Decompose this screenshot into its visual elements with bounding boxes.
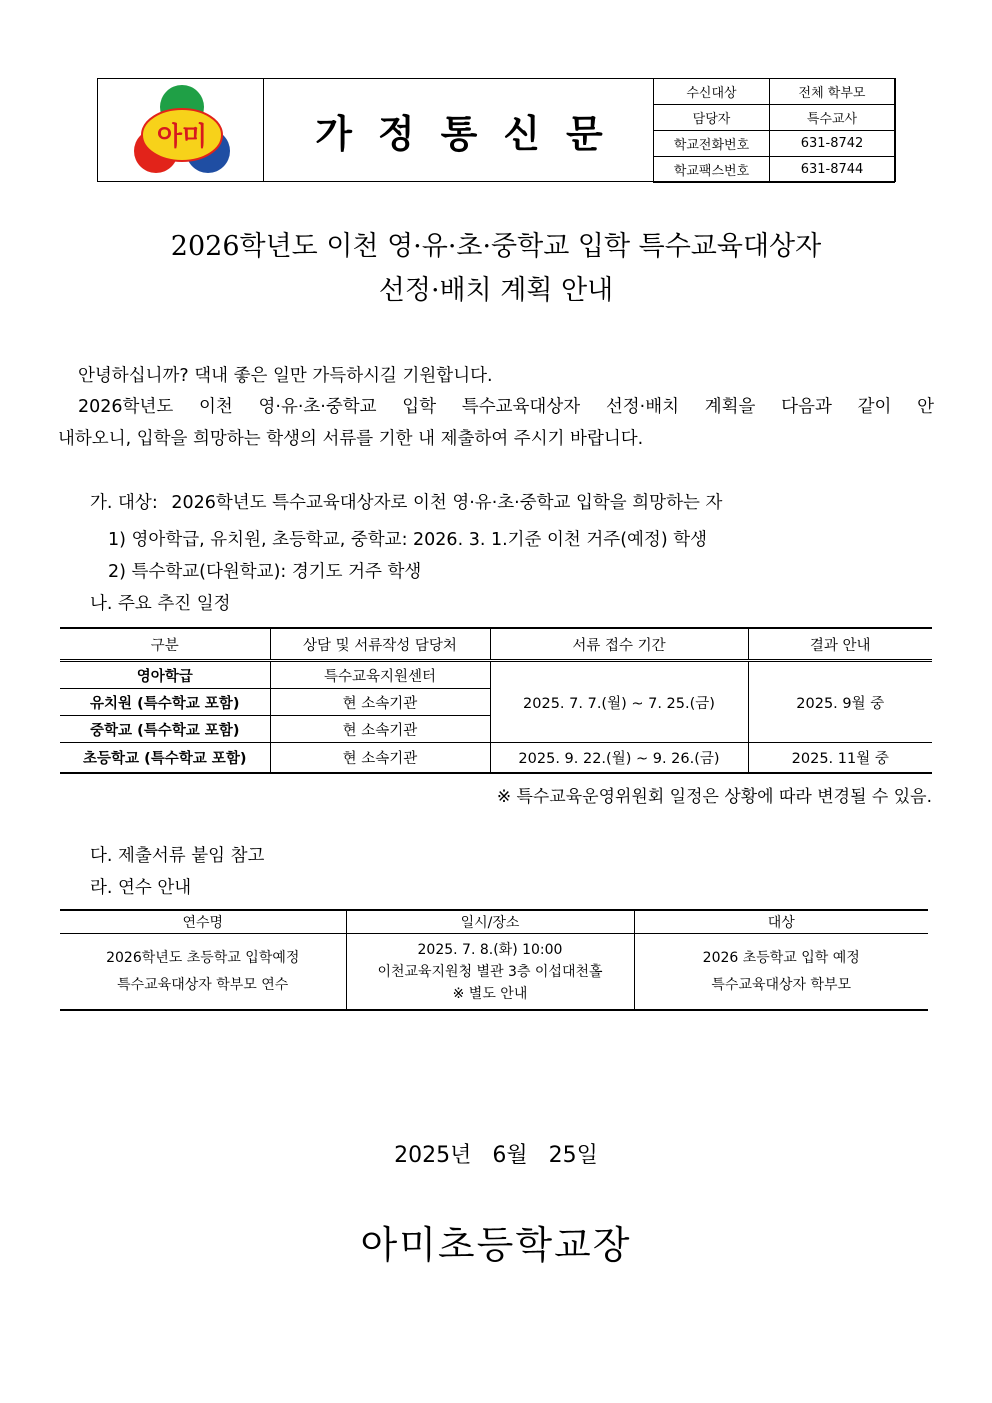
training-datetime: 2025. 7. 8.(화) 10:00 [417,941,563,958]
schedule-result: 2025. 9월 중 [748,661,932,743]
schedule-period: 2025. 7. 7.(월) ~ 7. 25.(금) [490,661,748,743]
newsletter-title: 가정통신문 [315,110,629,156]
training-header: 일시/장소 [346,910,634,934]
section-da-heading: 다. 제출서류 붙임 참고 [90,846,265,866]
schedule-header: 상담 및 서류작성 담당처 [270,628,490,661]
schedule-note: ※ 특수교육운영위원회 일정은 상황에 따라 변경될 수 있음. [496,787,932,807]
schedule-category: 초등학교 (특수학교 포함) [60,743,270,774]
intro-paragraph-line1: 2026학년도 이천 영·유·초·중학교 입학 특수교육대상자 선정·배치 계획을 다음과 같이 안 [78,397,934,417]
training-location: 이천교육지원청 별관 3층 이섭대천홀 [377,963,603,980]
training-header-row [60,910,928,934]
issue-date: 2025년 6월 25일 [394,1143,598,1168]
schedule-contact: 현 소속기관 [270,689,490,716]
schedule-result: 2025. 11월 중 [748,743,932,774]
schedule-contact: 특수교육지원센터 [270,661,490,689]
greeting: 안녕하십니까? 댁내 좋은 일만 가득하시길 기원합니다. [78,366,493,386]
school-logo [98,79,264,181]
training-row [60,934,928,1011]
schedule-header: 결과 안내 [748,628,932,661]
contact-info-table [653,78,895,183]
training-header: 연수명 [60,910,346,934]
intro-paragraph-line2: 내하오니, 입학을 희망하는 학생의 서류를 기한 내 제출하여 주시기 바랍니다. [58,429,644,449]
schedule-contact: 현 소속기관 [270,716,490,743]
schedule-contact: 현 소속기관 [270,743,490,774]
principal-signature: 아미초등학교장 [360,1223,632,1267]
newsletter-header [97,78,896,182]
schedule-header: 서류 접수 기간 [490,628,748,661]
info-row [654,157,895,183]
training-name-line2: 특수교육대상자 학부모 연수 [117,976,289,993]
training-target [634,934,928,1011]
schedule-row [60,661,932,689]
training-name [60,934,346,1011]
training-target-line2: 특수교육대상자 학부모 [711,976,852,993]
schedule-table [60,627,932,774]
schedule-category: 중학교 (특수학교 포함) [60,716,270,743]
info-row [654,131,895,157]
training-when-where [346,934,634,1011]
info-row [654,105,895,131]
info-value: 전체 학부모 [770,79,895,105]
training-target-line1: 2026 초등학교 입학 예정 [702,949,860,966]
section-na-heading: 나. 주요 추진 일정 [90,594,231,614]
schedule-category: 영아학급 [60,661,270,689]
info-value: 631-8742 [770,131,895,157]
section-ga [90,489,722,514]
info-value: 631-8744 [770,157,895,183]
main-title-line1: 2026학년도 이천 영·유·초·중학교 입학 특수교육대상자 [170,231,822,262]
info-row [654,79,895,105]
schedule-row [60,743,932,774]
section-ra-heading: 라. 연수 안내 [90,878,192,898]
info-value: 특수교사 [770,105,895,131]
info-label: 학교전화번호 [654,131,770,157]
training-name-line1: 2026학년도 초등학교 입학예정 [106,949,300,966]
training-table [60,909,928,1011]
training-header: 대상 [634,910,928,934]
schedule-header: 구분 [60,628,270,661]
logo-cell [98,79,264,181]
training-note: ※ 별도 안내 [452,985,528,1002]
schedule-category: 유치원 (특수학교 포함) [60,689,270,716]
schedule-header-row [60,628,932,661]
info-label: 수신대상 [654,79,770,105]
info-label: 담당자 [654,105,770,131]
section-ga-item2: 2) 특수학교(다원학교): 경기도 거주 학생 [108,562,422,582]
schedule-period: 2025. 9. 22.(월) ~ 9. 26.(금) [490,743,748,774]
main-title-line2: 선정·배치 계획 안내 [378,275,614,306]
logo-text: 아미 [156,122,208,152]
section-ga-text: 2026학년도 특수교육대상자로 이천 영·유·초·중학교 입학을 희망하는 자 [171,493,723,513]
info-label: 학교팩스번호 [654,157,770,183]
section-ga-heading: 가. 대상: [90,493,158,513]
section-ga-item1: 1) 영아학급, 유치원, 초등학교, 중학교: 2026. 3. 1.기준 이천 거주(예정) 학생 [108,530,708,550]
